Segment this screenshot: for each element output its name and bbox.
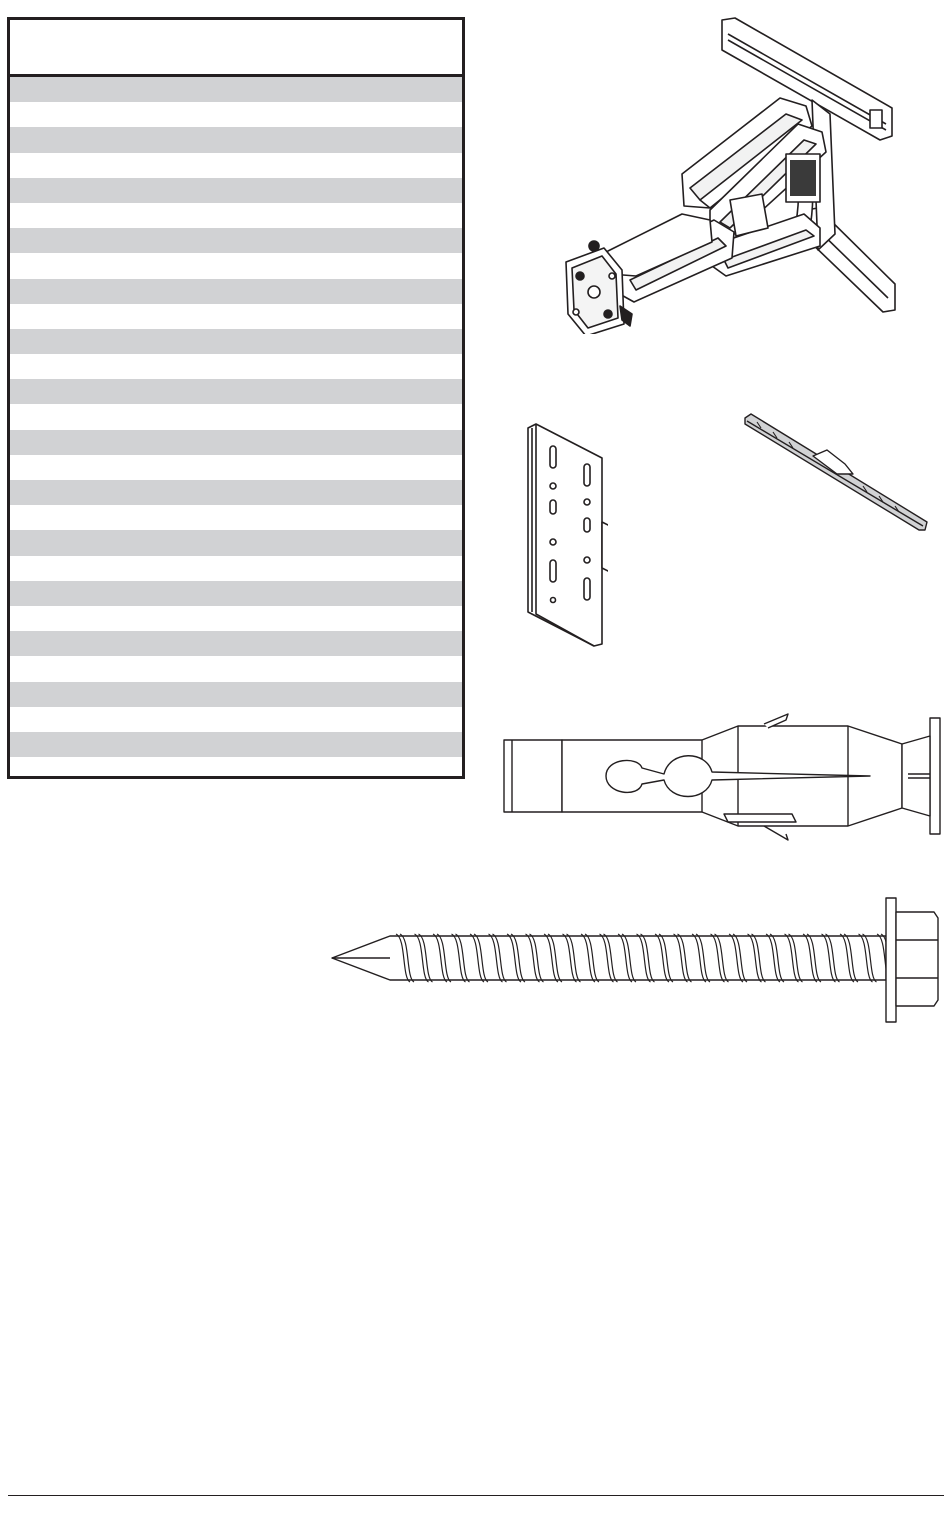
wall-anchor-illustration bbox=[502, 708, 946, 844]
table-row bbox=[10, 480, 462, 505]
table-rows bbox=[10, 77, 462, 757]
table-row bbox=[10, 682, 462, 707]
table-row bbox=[10, 354, 462, 379]
table-row bbox=[10, 253, 462, 278]
table-row bbox=[10, 102, 462, 127]
table-row bbox=[10, 404, 462, 429]
table-row bbox=[10, 77, 462, 102]
table-row bbox=[10, 127, 462, 152]
table-row bbox=[10, 228, 462, 253]
table-row bbox=[10, 530, 462, 555]
articulating-arm-mount-illustration bbox=[550, 14, 900, 334]
table-row bbox=[10, 430, 462, 455]
table-row bbox=[10, 203, 462, 228]
parts-table bbox=[7, 17, 465, 779]
table-row bbox=[10, 556, 462, 581]
wall-plate-illustration bbox=[524, 422, 608, 648]
table-row bbox=[10, 732, 462, 757]
table-row bbox=[10, 153, 462, 178]
table-row bbox=[10, 656, 462, 681]
table-row bbox=[10, 279, 462, 304]
table-row bbox=[10, 455, 462, 480]
lag-bolt-illustration bbox=[330, 894, 940, 1024]
table-row bbox=[10, 178, 462, 203]
table-row bbox=[10, 379, 462, 404]
table-row bbox=[10, 505, 462, 530]
rail-bracket-illustration bbox=[743, 412, 929, 534]
table-row bbox=[10, 581, 462, 606]
table-row bbox=[10, 631, 462, 656]
footer-rule bbox=[8, 1495, 944, 1496]
table-row bbox=[10, 707, 462, 732]
table-row bbox=[10, 606, 462, 631]
table-header bbox=[10, 20, 462, 77]
table-row bbox=[10, 329, 462, 354]
table-row bbox=[10, 304, 462, 329]
